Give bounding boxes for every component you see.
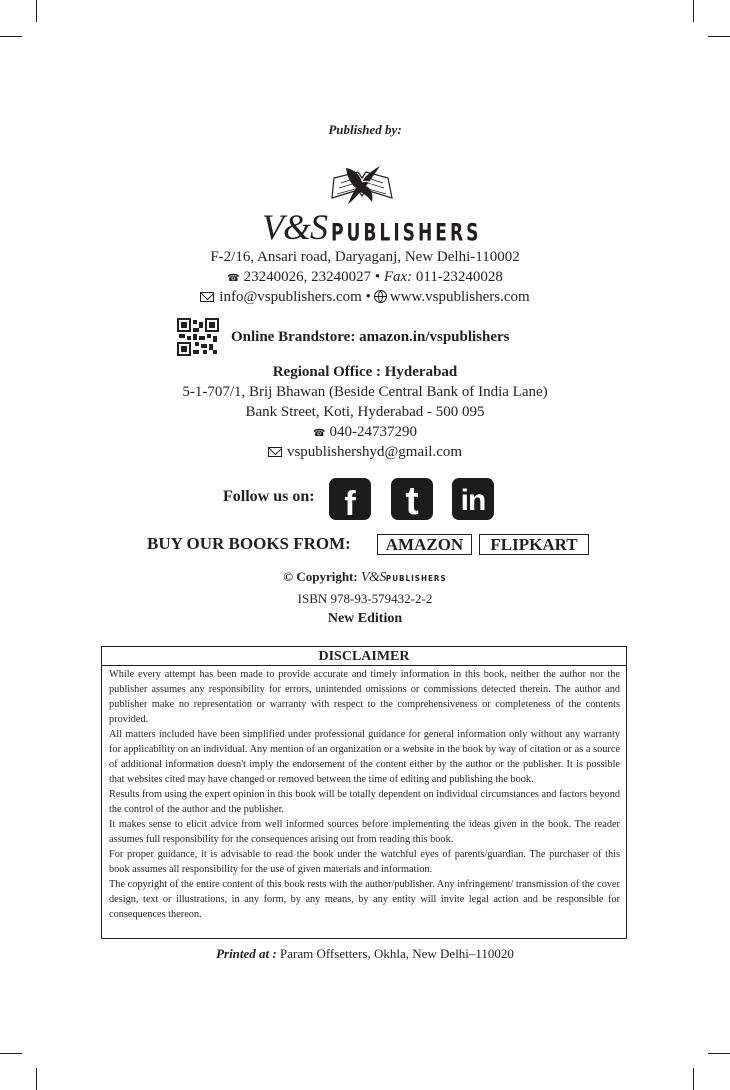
crop-mark (693, 1068, 694, 1090)
disclaimer-body (102, 666, 626, 922)
buy-books-label: BUY OUR BOOKS FROM: (147, 534, 351, 553)
disclaimer-paragraph: Results from using the expert opinion in this book will be totally dependent on individual circumstances and factors beyond the control of the author and the publisher. (109, 789, 620, 815)
regional-office-address-line1: 5-1-707/1, Brij Bhawan (Beside Central Bank of India Lane) (182, 384, 548, 400)
regional-office-address-line2: Bank Street, Koti, Hyderabad - 500 095 (245, 404, 485, 420)
regional-office-phone: 040-24737290 (329, 424, 417, 440)
disclaimer-paragraph: It makes sense to elicit advice from well informed sources before implementing the ideas given in the book. The reader assumes full responsibility for the consequences arising out from reading this book. (109, 819, 620, 845)
head-office-address: F-2/16, Ansari road, Daryaganj, New Delhi-110002 (210, 249, 520, 265)
qr-code-icon (177, 318, 219, 356)
regional-office-email[interactable]: vspublishershyd@gmail.com (286, 444, 463, 460)
twitter-icon[interactable]: t (391, 478, 433, 520)
publisher-logo (262, 160, 482, 247)
printer-name: Param Offsetters, Okhla, New Delhi–110020 (279, 946, 514, 961)
crop-mark (693, 0, 694, 22)
copyright-line (0, 569, 730, 586)
regional-office-title: Regional Office : Hyderabad (272, 364, 458, 380)
disclaimer-paragraph: For proper guidance, it is advisable to read the book under the watchful eyes of parents/guardian. The purchaser of this book assumes all responsibility for the use of given materials and information. (109, 849, 620, 875)
regional-office-phone-line (0, 424, 730, 441)
copyright-logo: V&SPUBLISHERS (360, 570, 447, 585)
telephone-icon: ☎ (227, 273, 240, 284)
fax-label: Fax: (383, 269, 413, 285)
globe-icon (374, 290, 387, 303)
copyright-label: © Copyright: (283, 569, 358, 584)
disclaimer-title: DISCLAIMER (102, 647, 626, 666)
telephone-icon: ☎ (313, 428, 326, 439)
follow-us-label: Follow us on: (223, 488, 315, 505)
crop-mark (708, 1053, 730, 1054)
printed-at-label: Printed at : (216, 946, 277, 961)
edition-text: New Edition (327, 611, 403, 626)
disclaimer-box (101, 646, 627, 939)
logo-publishers-text: PUBLISHERS (331, 219, 482, 247)
head-office-email[interactable]: info@vspublishers.com (219, 289, 362, 305)
fax-number: 011-23240028 (415, 269, 503, 285)
head-office-phone-line: ☎ 23240026, 23240027 • Fax: 011-23240028 (227, 269, 503, 285)
regional-office-email-line (0, 444, 730, 461)
published-by-label: Published by: (328, 122, 402, 137)
crop-mark (36, 1068, 37, 1090)
facebook-icon[interactable]: f (329, 478, 371, 520)
crop-mark (0, 1053, 22, 1054)
crop-mark (0, 36, 22, 37)
disclaimer-paragraph: All matters included have been simplified under professional guidance for general information only without any warranty for applicability on an individual. Any mention of an organization or a website in the book by way of citation or as a source of additional information doesn't imply the endorsement of the content either by the author or the publisher. It is possible that websites cited may have changed or removed between the time of editing and publishing the book. (109, 729, 620, 785)
flipkart-button[interactable]: FLIPKART (479, 534, 589, 555)
website-link[interactable]: www.vspublishers.com (389, 289, 530, 305)
envelope-icon (268, 447, 282, 457)
amazon-button[interactable]: AMAZON (377, 534, 472, 555)
printed-at-line (0, 946, 730, 962)
linkedin-icon[interactable]: in (452, 478, 494, 520)
crop-mark (708, 36, 730, 37)
isbn-text: ISBN 978-93-579432-2-2 (297, 591, 433, 606)
disclaimer-paragraph: The copyright of the entire content of this book rests with the author/publisher. Any infringement/ transmission of the cover design, text or illustrations, in any form, by any means, by any entity will invite legal action and be responsible for consequences thereon. (109, 879, 620, 920)
logo-vs-text: V&S (262, 207, 327, 247)
head-office-contact-line: info@vspublishers.com • www.vspublishers.com (0, 289, 730, 306)
head-office-phones: 23240026, 23240027 (243, 269, 372, 285)
crop-mark (36, 0, 37, 22)
online-brandstore-text: Online Brandstore: amazon.in/vspublishers (231, 329, 510, 345)
disclaimer-paragraph: While every attempt has been made to provide accurate and timely information in this book, neither the author nor the publisher assumes any responsibility for errors, unintended omissions or commissions detected therein. The author and publisher make no representation or warranty with respect to the comprehensiveness or completeness of the contents provided. (109, 669, 620, 725)
envelope-icon (200, 292, 214, 302)
